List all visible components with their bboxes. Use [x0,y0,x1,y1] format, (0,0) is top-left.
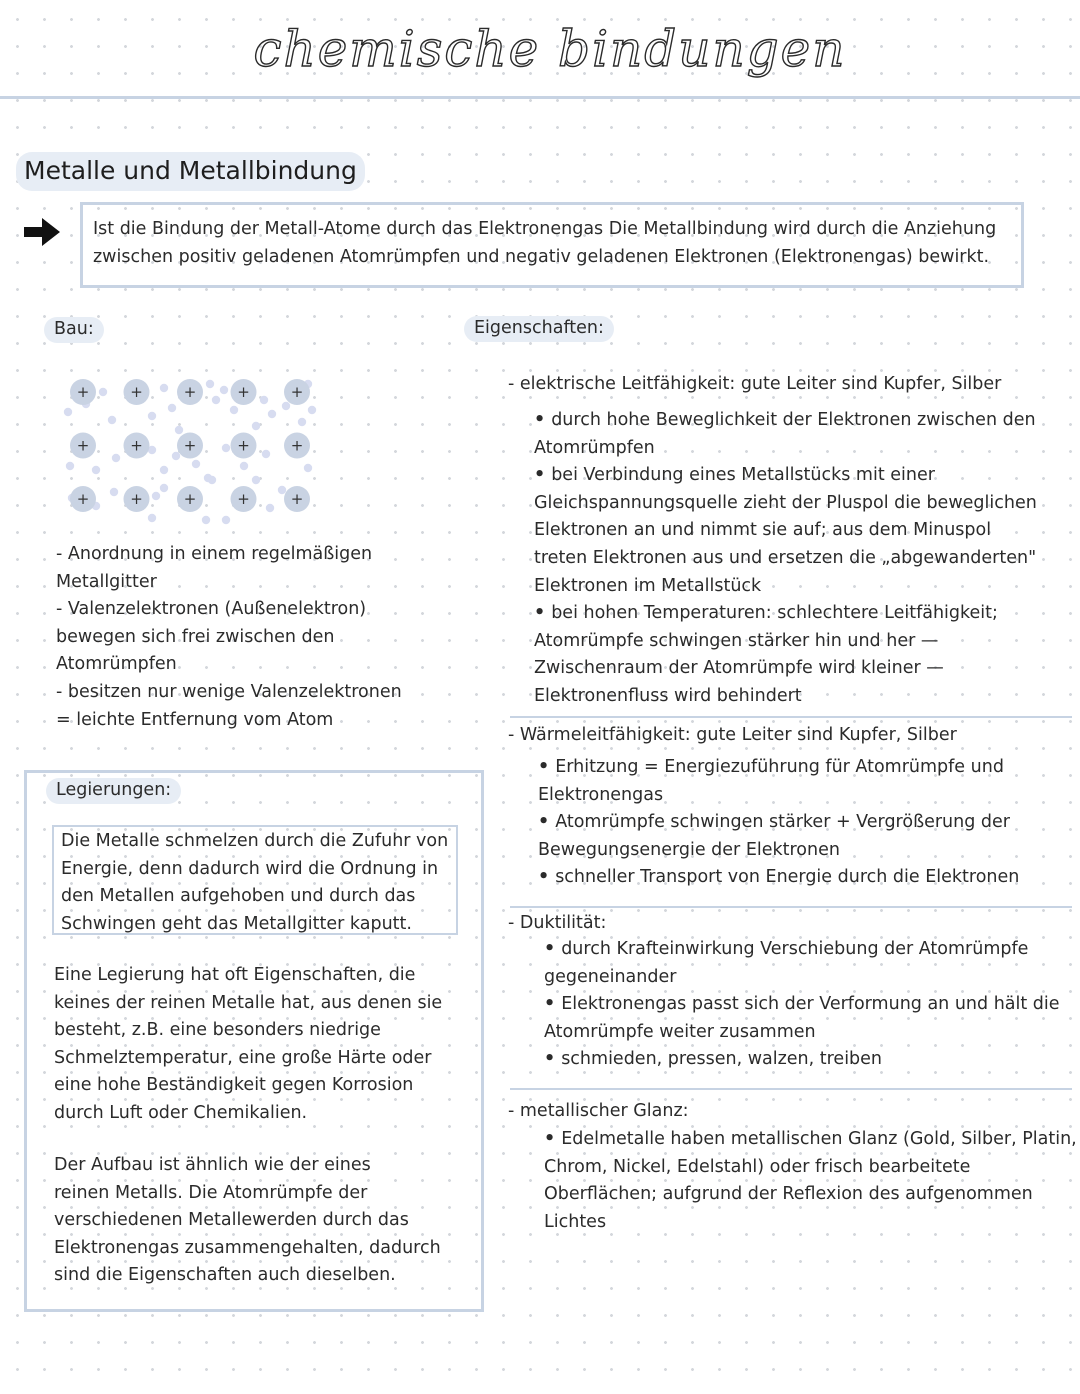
ion-charge-label: + [237,436,250,455]
atom-core-ion [231,433,257,459]
electron-dot [202,516,210,524]
ion-charge-label: + [130,436,143,455]
electron-dot [192,460,200,468]
bau-notes [56,541,456,734]
page-title-text: chemische bindungen [253,20,847,78]
bullet-continuation: Elektronen an und nimmt sie auf; aus dem Minuspol [534,520,992,541]
bullet-continuation: Bewegungsenergie der Elektronen [538,839,840,860]
electron-dot [298,418,306,426]
atom-core-ion [177,433,203,459]
ion-charge-label: + [290,436,304,455]
bullet-item: • bei Verbindung eines Metallstücks mit einer [534,462,1064,490]
definition-line: zwischen positiv geladenen Atomrümpfen und negativ geladenen Elektronen (Elektronengas) bewirkt. [93,247,990,267]
legierungen-label: Legierungen: [46,778,181,804]
bullet-item: • bei hohen Temperaturen: schlechtere Leitfähigkeit; [534,600,1064,628]
electron-dot [160,466,168,474]
paragraph-line: keines der reinen Metalle hat, aus denen sie [54,992,443,1013]
electron-dot [308,406,316,414]
electron-dot [92,466,100,474]
bullet-continuation: Elektronen im Metallstück [534,575,762,596]
bullet-item: • durch Krafteinwirkung Verschiebung der Atomrümpfe [544,936,1074,964]
definition-line: Ist die Bindung der Metall-Atome durch das Elektronengas Die Metallbindung wird durch die Anziehung [93,219,997,239]
atom-core-ion [124,486,150,512]
bau-note-line: - Valenzelektronen (Außenelektron) [56,599,367,620]
melting-line: Schwingen geht das Metallgitter kaputt. [61,913,412,934]
electron-dot [212,396,220,404]
ion-charge-label: + [130,490,143,508]
electron-dot [252,476,260,484]
atom-core-ion [231,379,257,405]
title-underline [0,96,1080,99]
property-title-ductility: - Duktilität: [508,913,607,933]
bullet-continuation: Chrom, Nickel, Edelstahl) oder frisch bearbeitete [544,1156,971,1177]
electron-dot [99,388,107,396]
electron-dot [282,402,290,410]
arrow-right-icon [22,214,62,250]
atom-core-ion [177,486,203,512]
ion-charge-label: + [237,490,250,508]
paragraph-line: reinen Metalls. Die Atomrümpfe der [54,1182,368,1203]
electron-dot [64,408,72,416]
electron-dot [206,380,214,388]
legierungen-paragraph-1 [54,962,464,1128]
bullet-continuation: gegeneinander [544,966,677,987]
paragraph-line: Schmelztemperatur, eine große Härte oder [54,1047,432,1068]
paragraph-line: besteht, z.B. eine besonders niedrige [54,1020,381,1041]
electron-dot [175,426,183,434]
section-heading: Metalle und Metallbindung [16,152,365,191]
electron-dot [168,404,176,412]
ion-charge-label: + [76,383,90,401]
atom-core-ion [177,379,203,405]
atom-core-ion [231,486,257,512]
electron-dot [268,410,276,418]
property-title-thermal: - Wärmeleitfähigkeit: gute Leiter sind Kupfer, Silber [508,725,957,745]
ion-charge-label: + [76,490,90,508]
definition-box [80,202,1024,288]
bullet-continuation: treten Elektronen aus und ersetzen die „abgewanderten" [534,547,1037,568]
bau-note-line: Atomrümpfen [56,654,177,675]
electron-dot [260,396,268,404]
property-title-electrical: - elektrische Leitfähigkeit: gute Leiter sind Kupfer, Silber [508,374,1002,394]
bau-note-line: bewegen sich frei zwischen den [56,626,335,647]
property-body-thermal [538,754,1068,892]
bullet-continuation: Elektronenfluss wird behindert [534,685,802,706]
atom-core-ion [284,379,310,405]
bullet-item: • Erhitzung = Energiezuführung für Atomrümpfe und [538,754,1068,782]
electron-dot [304,464,312,472]
melting-line: Energie, denn dadurch wird die Ordnung in [61,858,439,879]
atom-core-ion [70,433,96,459]
atom-core-ion [70,379,96,405]
ion-charge-label: + [183,383,197,401]
electron-dot [108,416,116,424]
property-body-electrical [534,407,1064,711]
bullet-item: • Atomrümpfe schwingen stärker + Vergrößerung der [538,809,1068,837]
bullet-item: • schmieden, pressen, walzen, treiben [544,1046,1074,1074]
electron-dot [172,452,180,460]
melting-line: den Metallen aufgehoben und durch das [61,886,416,907]
bullet-continuation: Lichtes [544,1211,607,1232]
electron-dot [152,492,160,500]
paragraph-line: Elektronengas zusammengehalten, dadurch [54,1237,441,1258]
melting-line: Die Metalle schmelzen durch die Zufuhr von [61,831,449,851]
property-title-luster: - metallischer Glanz: [508,1101,689,1121]
bullet-item: • durch hohe Beweglichkeit der Elektronen zwischen den [534,407,1064,435]
property-body-luster [544,1126,1080,1236]
ion-charge-label: + [76,436,90,455]
bau-label: Bau: [44,317,104,343]
paragraph-line: eine hohe Beständigkeit gegen Korrosion [54,1075,414,1096]
paragraph-line: Der Aufbau ist ähnlich wie der eines [54,1155,371,1175]
bau-note-line: - Anordnung in einem regelmäßigen [56,544,373,564]
bullet-item: • Elektronengas passt sich der Verformung an und hält die [544,991,1074,1019]
electron-dot [112,454,120,462]
bullet-continuation: Atomrümpfe schwingen stärker hin und her — [534,630,939,651]
electron-dot [160,484,168,492]
bullet-continuation: Atomrümpfen [534,437,655,458]
ion-charge-label: + [290,383,304,401]
electron-dot [148,514,156,522]
electron-dot [278,486,286,494]
property-body-ductility [544,936,1074,1074]
bullet-continuation: Atomrümpfe weiter zusammen [544,1021,816,1042]
bau-note-line: - besitzen nur wenige Valenzelektronen [56,681,402,702]
page-title [150,6,950,106]
ion-charge-label: + [130,383,143,401]
paragraph-line: Eine Legierung hat oft Eigenschaften, die [54,965,416,985]
electron-dot [66,462,74,470]
electron-dot [148,412,156,420]
atom-core-ion [124,433,150,459]
bau-note-line: = leichte Entfernung vom Atom [56,709,334,730]
section-divider [510,1088,1072,1090]
electron-dot [266,504,274,512]
ion-charge-label: + [183,436,197,455]
electron-dot [262,450,270,458]
paragraph-line: sind die Eigenschaften auch dieselben. [54,1265,396,1286]
electron-dot [222,444,230,452]
electron-dot [240,462,248,470]
electron-dot [252,422,260,430]
electron-dot [110,488,118,496]
atom-core-ion [284,486,310,512]
bullet-item: • Edelmetalle haben metallischen Glanz (Gold, Silber, Platin, [544,1126,1080,1154]
legierungen-melting-box [52,825,458,935]
electron-dot [208,476,216,484]
paragraph-line: verschiedenen Metallewerden durch das [54,1210,409,1231]
electron-dot [230,406,238,414]
bullet-continuation: Gleichspannungsquelle zieht der Pluspol die beweglichen [534,492,1037,513]
bullet-continuation: Elektronengas [538,784,664,805]
ion-charge-label: + [183,490,197,508]
atom-core-ion [70,486,96,512]
atom-core-ion [284,433,310,459]
eigenschaften-label: Eigenschaften: [464,316,614,342]
bullet-continuation: Oberflächen; aufgrund der Reflexion des aufgenommen [544,1184,1033,1205]
ion-charge-label: + [237,383,250,401]
legierungen-paragraph-2 [54,1152,464,1290]
bullet-continuation: Zwischenraum der Atomrümpfe wird kleiner — [534,658,944,679]
electron-dot [220,386,228,394]
section-divider [510,716,1072,718]
atom-core-ion [124,379,150,405]
electron-dot [160,384,168,392]
electron-dot [222,516,230,524]
bau-note-line: Metallgitter [56,571,157,592]
metal-lattice-diagram [56,370,336,530]
ion-charge-label: + [290,490,304,508]
paragraph-line: durch Luft oder Chemikalien. [54,1102,308,1123]
bullet-item: • schneller Transport von Energie durch die Elektronen [538,864,1068,892]
section-divider [510,906,1072,908]
